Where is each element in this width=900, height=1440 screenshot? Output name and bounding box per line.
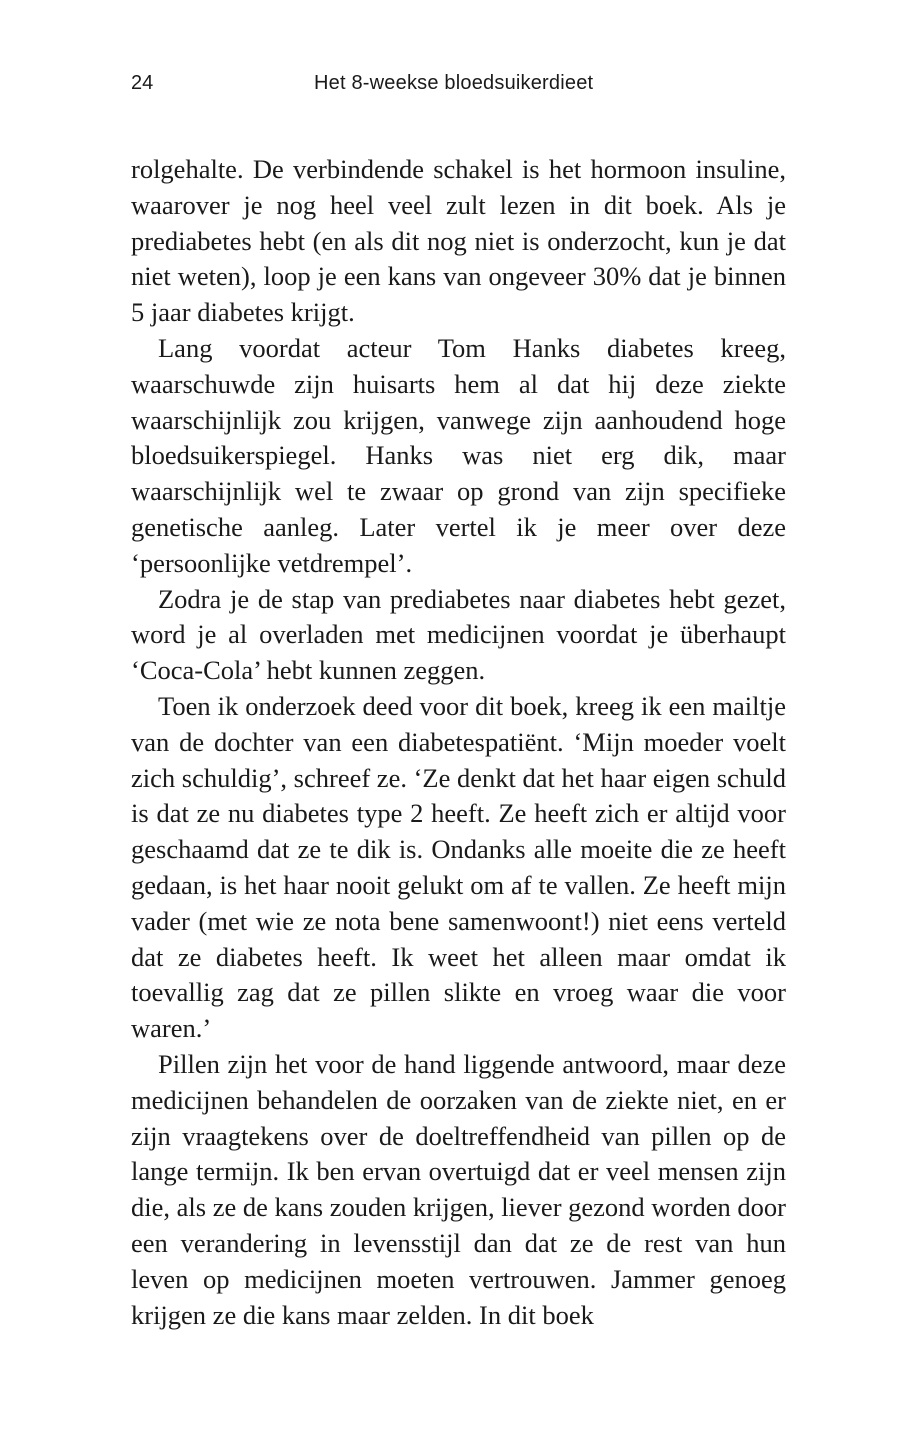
paragraph: Toen ik onderzoek deed voor dit boek, kreeg ik een mailtje van de dochter van een diabetespatiënt. ‘Mijn moeder voelt zich schuldig’, schreef ze. ‘Ze denkt dat het haar eigen schuld is dat ze nu diabetes type 2 heeft. Ze heeft zich er altijd voor geschaamd dat ze te dik is. Ondanks alle moeite die ze heeft gedaan, is het haar nooit gelukt om af te vallen. Ze heeft mijn vader (met wie ze nota bene samenwoont!) niet eens verteld dat ze diabetes heeft. Ik weet het alleen maar omdat ik toevallig zag dat ze pillen slikte en vroeg waar die voor waren.’ xyxy=(131,690,786,1044)
paragraph-continued: rolgehalte. De verbindende schakel is het hormoon insuline, waarover je nog heel veel zult lezen in dit boek. Als je prediabetes hebt (en als dit nog niet is onderzocht, kun je dat niet weten), loop je een kans van ongeveer 30% dat je binnen 5 jaar diabetes krijgt. xyxy=(131,154,786,328)
paragraph: Pillen zijn het voor de hand liggende antwoord, maar deze medicijnen behandelen de oorzaken van de ziekte niet, en er zijn vraagtekens over de doeltreffendheid van pillen op de lange termijn. Ik ben ervan overtuigd dat er veel mensen zijn die, als ze de kans zouden krijgen, liever gezond worden door een verandering in levensstijl dan dat ze de rest van hun leven op medicijnen moeten vertrouwen. Jammer genoeg krijgen ze die kans maar zelden. In dit boek xyxy=(131,1048,786,1330)
body-text xyxy=(131,152,786,1333)
running-header xyxy=(131,66,786,100)
running-title: Het 8-weekse bloedsuikerdieet xyxy=(314,72,594,94)
page-number: 24 xyxy=(131,72,154,94)
paragraph: Zodra je de stap van prediabetes naar diabetes hebt gezet, word je al overladen met medicijnen voordat je überhaupt ‘Coca-Cola’ hebt kunnen zeggen. xyxy=(131,583,786,686)
paragraph: Lang voordat acteur Tom Hanks diabetes kreeg, waarschuwde zijn huisarts hem al dat hij deze ziekte waarschijnlijk zou krijgen, vanwege zijn aanhoudend hoge bloedsuikerspiegel. Hanks was niet erg dik, maar waarschijnlijk wel te zwaar op grond van zijn specifieke genetische aanleg. Later vertel ik je meer over deze ‘persoonlijke vetdrempel’. xyxy=(131,332,786,578)
